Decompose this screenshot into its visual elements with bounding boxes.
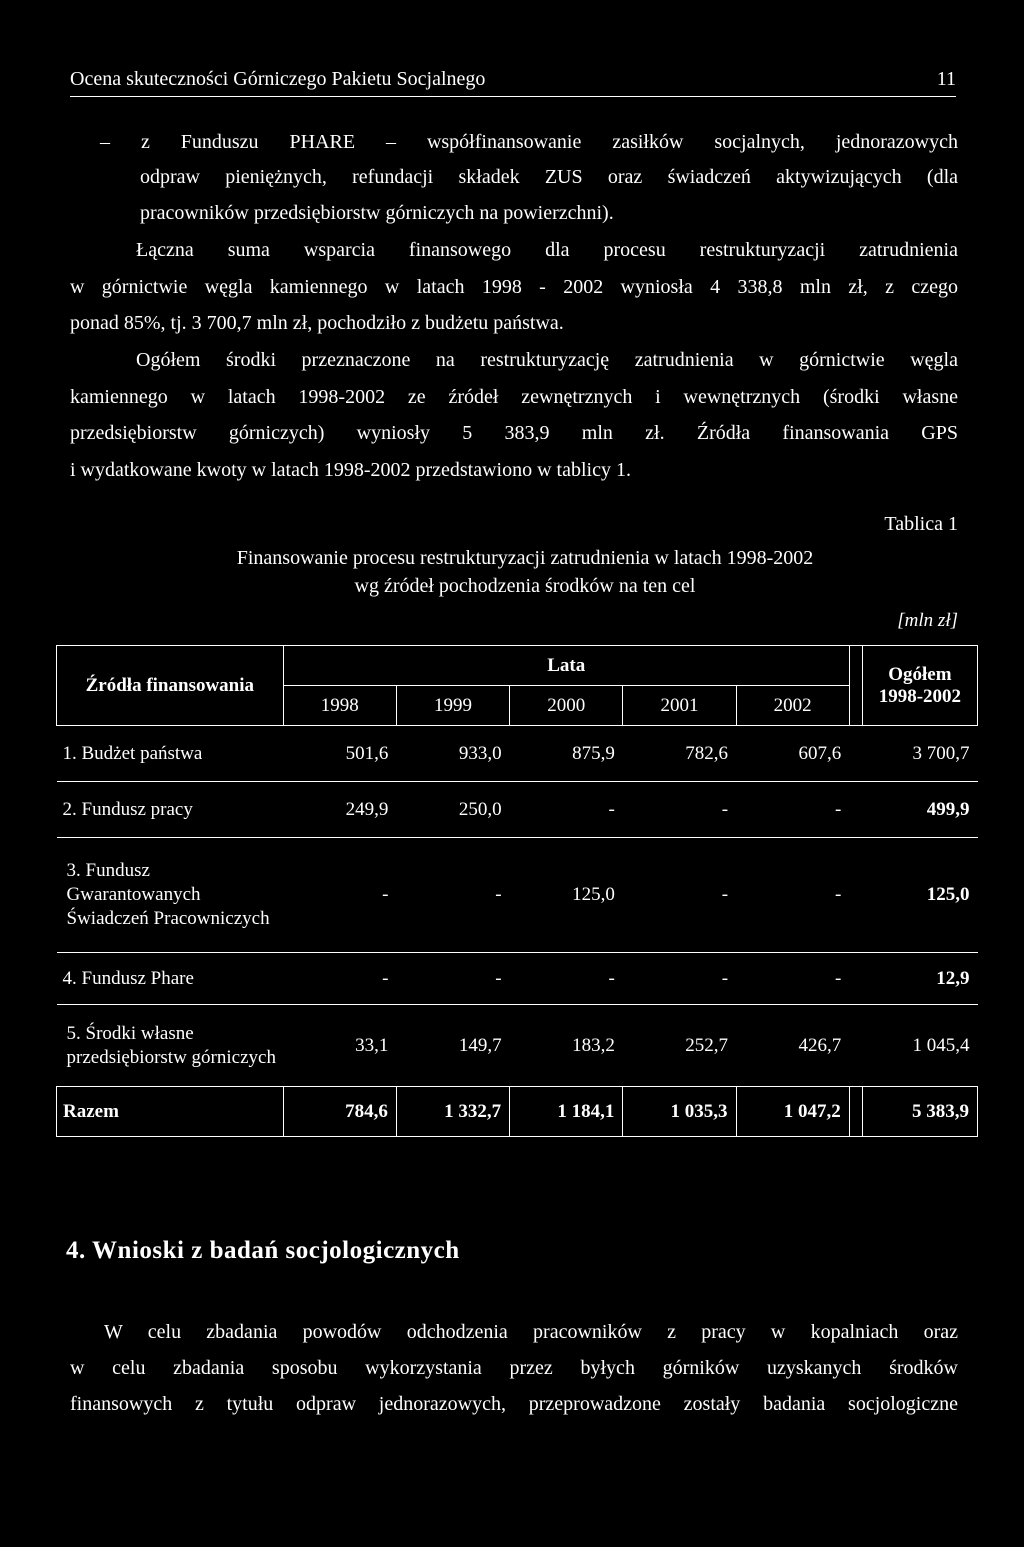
cell-total: 3 700,7 (912, 742, 970, 764)
cell-value: 1 035,3 (623, 1087, 736, 1137)
paragraph-line: Ogółem środki przeznaczone na restrukturyzację zatrudnienia w górnictwie węgla (136, 349, 958, 371)
cell-value: 426,7 (736, 1005, 849, 1087)
year-header: 2002 (736, 686, 849, 726)
cell-value: - (736, 782, 849, 838)
table-unit: [mln zł] (897, 610, 958, 631)
row-source: 2. Fundusz pracy (57, 782, 284, 838)
paragraph-line: Łączna suma wsparcia finansowego dla procesu restrukturyzacji zatrudnienia (136, 239, 958, 261)
year-header: 2001 (623, 686, 736, 726)
cell-value: - (510, 953, 623, 1005)
cell-value: 125,0 (510, 838, 623, 953)
cell-value: - (396, 838, 509, 953)
table-row (57, 953, 978, 1005)
cell-value: 1 332,7 (396, 1087, 509, 1137)
cell-value: 875,9 (572, 742, 615, 764)
year-header: 2000 (510, 686, 623, 726)
paragraph-line: ponad 85%, tj. 3 700,7 mln zł, pochodziło z budżetu państwa. (70, 312, 564, 334)
col-header-total: Ogółem 1998-2002 (862, 646, 977, 726)
row-source: 3. Fundusz Gwarantowanych Świadczeń Pracowniczych (57, 838, 284, 953)
cell-value: 252,7 (623, 1005, 736, 1087)
table-row (57, 838, 978, 953)
cell-value: - (623, 838, 736, 953)
cell-value: 501,6 (345, 742, 389, 764)
row-source: Razem (57, 1087, 284, 1137)
table-caption-line: wg źródeł pochodzenia środków na ten cel (354, 575, 696, 597)
cell-value: - (623, 782, 736, 838)
cell-value: - (736, 838, 849, 953)
cell-value: - (623, 953, 736, 1005)
cell-total: 5 383,9 (862, 1087, 977, 1137)
cell-value: 33,1 (283, 1005, 396, 1087)
cell-value: - (283, 953, 396, 1005)
paragraph-line: kamiennego w latach 1998-2002 ze źródeł zewnętrznych i wewnętrznych (środki własne (70, 386, 958, 408)
cell-total: 125,0 (862, 838, 977, 953)
year-header: 1999 (396, 686, 509, 726)
cell-value: - (283, 838, 396, 953)
paragraph-line: w celu zbadania sposobu wykorzystania przez byłych górników uzyskanych środków (70, 1357, 958, 1379)
page-header (70, 68, 956, 98)
col-header-years: Lata (283, 646, 849, 686)
paragraph-line: odpraw pieniężnych, refundacji składek ZUS oraz świadczeń aktywizujących (dla (140, 166, 958, 188)
paragraph-line: w górnictwie węgla kamiennego w latach 1998 - 2002 wyniosła 4 338,8 mln zł, z czego (70, 276, 958, 298)
cell-value: - (510, 782, 623, 838)
table-caption-line: Finansowanie procesu restrukturyzacji zatrudnienia w latach 1998-2002 (236, 547, 814, 569)
row-source: 4. Fundusz Phare (57, 953, 284, 1005)
cell-total: 499,9 (862, 782, 977, 838)
cell-value: 149,7 (396, 1005, 509, 1087)
paragraph-line: W celu zbadania powodów odchodzenia pracowników z pracy w kopalniach oraz (104, 1321, 958, 1343)
cell-total: 12,9 (862, 953, 977, 1005)
paragraph-line: przedsiębiorstw górniczych) wyniosły 5 383,9 mln zł. Źródła finansowania GPS (70, 422, 958, 444)
cell-value: 183,2 (510, 1005, 623, 1087)
table-caption (60, 544, 990, 600)
table-row (57, 782, 978, 838)
cell-total: 1 045,4 (862, 1005, 977, 1087)
cell-value: - (396, 953, 509, 1005)
cell-value: 1 047,2 (736, 1087, 849, 1137)
table-row (57, 1005, 978, 1087)
table-sum-row (57, 1087, 978, 1137)
header-rule (70, 96, 956, 97)
row-source: 5. Środki własne przedsiębiorstw górniczych (57, 1005, 284, 1087)
cell-value: 250,0 (396, 782, 509, 838)
cell-value: 933,0 (458, 742, 502, 764)
cell-value: 782,6 (685, 742, 729, 764)
page-number: 11 (936, 68, 956, 90)
cell-value: 784,6 (283, 1087, 396, 1137)
cell-value: - (736, 953, 849, 1005)
financing-table (56, 645, 978, 1137)
table-label: Tablica 1 (884, 513, 958, 535)
paragraph-line: – z Funduszu PHARE – współfinansowanie zasiłków socjalnych, jednorazowych (100, 131, 958, 153)
paragraph-line: i wydatkowane kwoty w latach 1998-2002 przedstawiono w tablicy 1. (70, 459, 631, 481)
row-source: 1. Budżet państwa (62, 742, 203, 764)
section-heading: 4. Wnioski z badań socjologicznych (66, 1237, 460, 1264)
cell-value: 607,6 (798, 742, 842, 764)
cell-value: 1 184,1 (510, 1087, 623, 1137)
paragraph-line: pracowników przedsiębiorstw górniczych na powierzchni). (140, 202, 614, 224)
running-title: Ocena skuteczności Górniczego Pakietu Socjalnego (70, 68, 486, 90)
paragraph-line: finansowych z tytułu odpraw jednorazowych, przeprowadzone zostały badania socjologiczne (70, 1393, 958, 1415)
col-header-source: Źródła finansowania (57, 646, 284, 726)
table-row (57, 726, 978, 782)
cell-value: 249,9 (283, 782, 396, 838)
year-header: 1998 (283, 686, 396, 726)
